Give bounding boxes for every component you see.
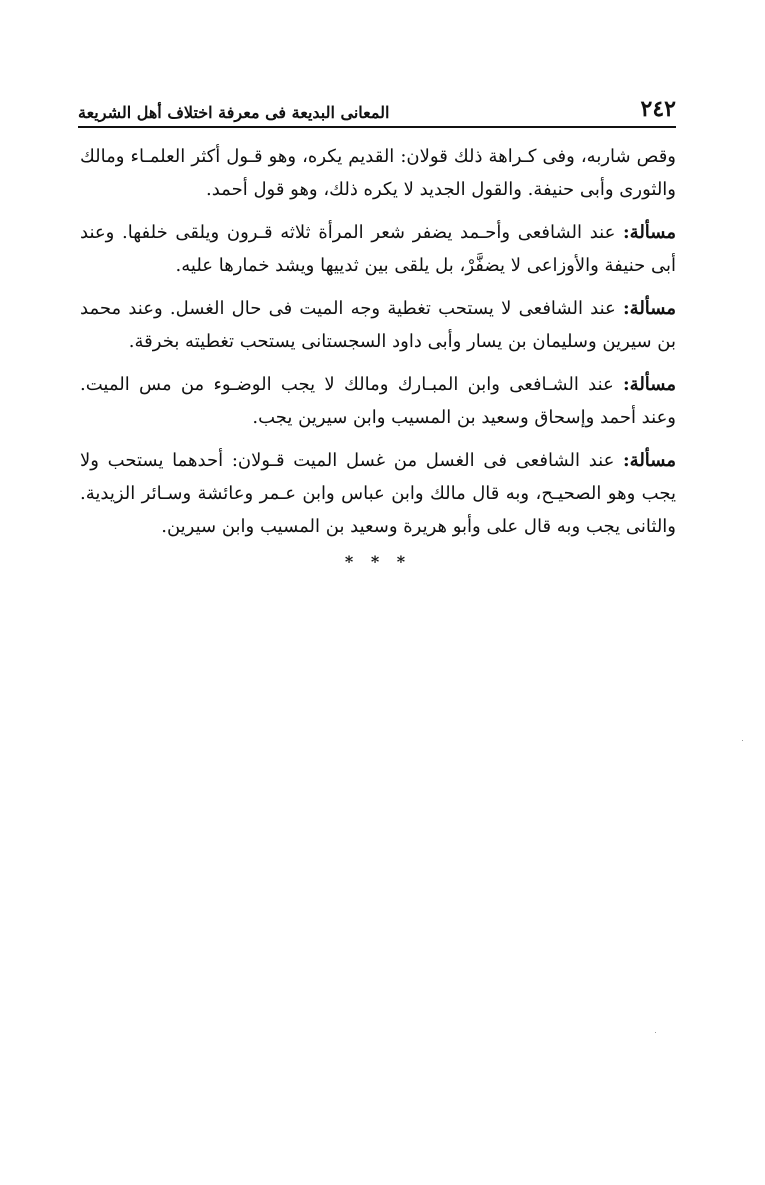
paragraph-masala-3	[80, 368, 676, 434]
paragraph-masala-4	[80, 444, 676, 543]
page-number: ٢٤٢	[640, 96, 676, 122]
page-header	[78, 94, 676, 128]
paragraph-masala-1	[80, 216, 676, 282]
paragraph-text: عند الشافعى فى الغسل من غسل الميت قـولان: أحدهما يستحب ولا يجب وهو الصحيـح، وبه قال مالك وابن عباس وابن عـمر وعائشة وسـائر الزيدية. والثانى يجب وبه قال على وأبو هريرة وسعيد بن المسيب وابن سيرين.	[80, 450, 676, 537]
masala-heading: مسألة:	[623, 374, 676, 395]
paragraph-masala-2	[80, 292, 676, 358]
masala-heading: مسألة:	[623, 298, 676, 319]
paragraph-text: عند الشافعى لا يستحب تغطية وجه الميت فى حال الغسل. وعند محمد بن سيرين وسليمان بن يسار وأبى داود السجستانى يستحب تغطيته بخرقة.	[80, 298, 676, 352]
paragraph-text: عند الشـافعى وابن المبـارك ومالك لا يجب الوضـوء من مس الميت. وعند أحمد وإسحاق وسعيد بن المسيب وابن سيرين يجب.	[80, 374, 676, 428]
page-body	[80, 140, 676, 553]
paragraph-text: وقص شاربه، وفى كـراهة ذلك قولان: القديم يكره، وهو قـول أكثر العلمـاء ومالك والثورى وأبى حنيفة. والقول الجديد لا يكره ذلك، وهو قول أحمد.	[80, 146, 676, 200]
masala-heading: مسألة:	[623, 222, 676, 243]
paragraph-continuation	[80, 140, 676, 206]
section-separator: * * *	[344, 552, 412, 571]
scan-speck	[655, 1032, 656, 1033]
masala-heading: مسألة:	[623, 450, 676, 471]
running-title: المعانى البديعة فى معرفة اختلاف أهل الشريعة	[78, 103, 390, 122]
paragraph-text: عند الشافعى وأحـمد يضفر شعر المرأة ثلاثه قـرون ويلقى خلفها. وعند أبى حنيفة والأوزاعى لا يضفَّرْ، بل يلقى بين ثدييها ويشد خمارها عليه.	[80, 222, 676, 276]
scan-speck	[742, 740, 743, 741]
